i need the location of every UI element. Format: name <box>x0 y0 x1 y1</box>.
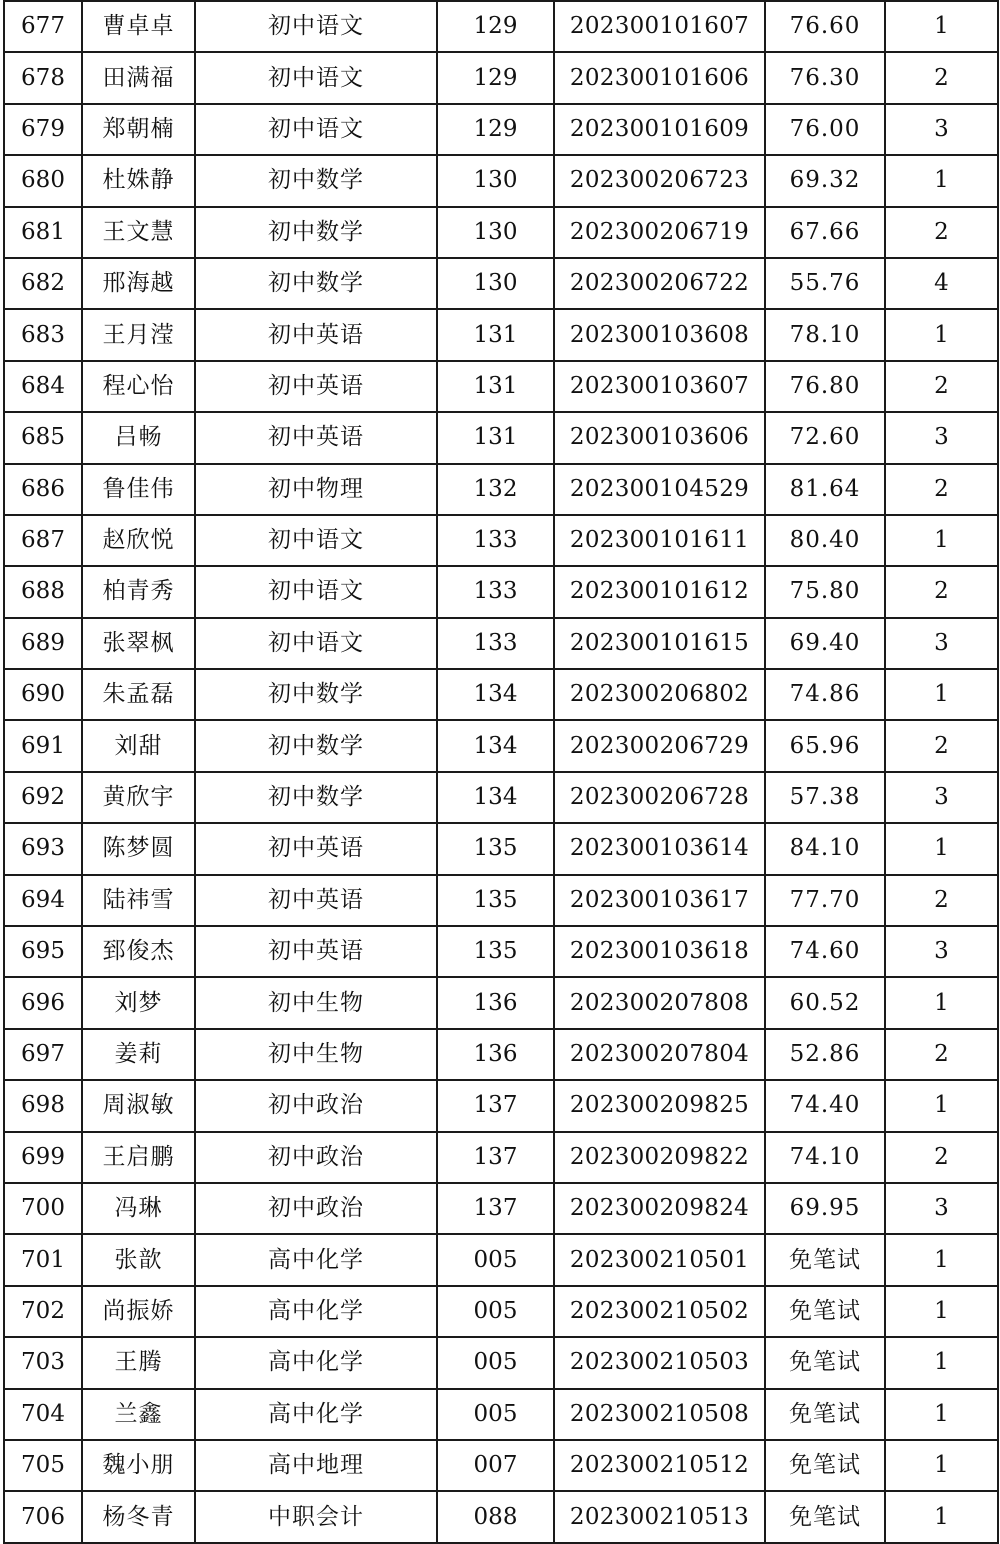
score-cell: 免笔试 <box>765 1337 885 1388</box>
seq-cell: 694 <box>4 875 82 926</box>
score-cell: 69.40 <box>765 618 885 669</box>
table-row <box>4 1080 998 1131</box>
rank-cell: 2 <box>885 875 998 926</box>
rank-cell: 3 <box>885 412 998 463</box>
rank-cell: 2 <box>885 464 998 515</box>
ticket-number-cell: 202300210502 <box>554 1286 765 1337</box>
position-code-cell: 134 <box>437 720 554 771</box>
seq-cell: 697 <box>4 1029 82 1080</box>
seq-cell: 685 <box>4 412 82 463</box>
ticket-number-cell: 202300103617 <box>554 875 765 926</box>
seq-cell: 691 <box>4 720 82 771</box>
subject-cell: 初中数学 <box>195 720 437 771</box>
table-row <box>4 977 998 1028</box>
ticket-number-cell: 202300206723 <box>554 155 765 206</box>
subject-cell: 初中语文 <box>195 52 437 103</box>
position-code-cell: 005 <box>437 1389 554 1440</box>
position-code-cell: 129 <box>437 104 554 155</box>
table-row <box>4 875 998 926</box>
score-cell: 76.00 <box>765 104 885 155</box>
seq-cell: 693 <box>4 823 82 874</box>
name-cell: 朱孟磊 <box>82 669 195 720</box>
subject-cell: 初中数学 <box>195 772 437 823</box>
score-cell: 74.10 <box>765 1132 885 1183</box>
rank-cell: 2 <box>885 566 998 617</box>
table-row <box>4 618 998 669</box>
position-code-cell: 007 <box>437 1440 554 1491</box>
seq-cell: 682 <box>4 258 82 309</box>
table-row <box>4 52 998 103</box>
score-cell: 77.70 <box>765 875 885 926</box>
seq-cell: 692 <box>4 772 82 823</box>
seq-cell: 687 <box>4 515 82 566</box>
seq-cell: 686 <box>4 464 82 515</box>
name-cell: 郑朝楠 <box>82 104 195 155</box>
table-row <box>4 104 998 155</box>
subject-cell: 初中物理 <box>195 464 437 515</box>
position-code-cell: 136 <box>437 1029 554 1080</box>
subject-cell: 初中数学 <box>195 207 437 258</box>
seq-cell: 701 <box>4 1234 82 1285</box>
ticket-number-cell: 202300101609 <box>554 104 765 155</box>
subject-cell: 高中化学 <box>195 1286 437 1337</box>
table-body <box>4 1 998 1543</box>
name-cell: 王启鹏 <box>82 1132 195 1183</box>
table-row <box>4 669 998 720</box>
name-cell: 黄欣宇 <box>82 772 195 823</box>
rank-cell: 2 <box>885 361 998 412</box>
score-cell: 免笔试 <box>765 1491 885 1542</box>
subject-cell: 初中语文 <box>195 104 437 155</box>
seq-cell: 700 <box>4 1183 82 1234</box>
score-cell: 84.10 <box>765 823 885 874</box>
position-code-cell: 129 <box>437 1 554 52</box>
ticket-number-cell: 202300206728 <box>554 772 765 823</box>
ticket-number-cell: 202300206722 <box>554 258 765 309</box>
name-cell: 张歆 <box>82 1234 195 1285</box>
table-row <box>4 464 998 515</box>
subject-cell: 初中政治 <box>195 1132 437 1183</box>
subject-cell: 高中地理 <box>195 1440 437 1491</box>
name-cell: 赵欣悦 <box>82 515 195 566</box>
rank-cell: 1 <box>885 155 998 206</box>
position-code-cell: 005 <box>437 1286 554 1337</box>
ticket-number-cell: 202300101612 <box>554 566 765 617</box>
subject-cell: 初中英语 <box>195 926 437 977</box>
name-cell: 尚振娇 <box>82 1286 195 1337</box>
table-row <box>4 412 998 463</box>
ticket-number-cell: 202300103614 <box>554 823 765 874</box>
subject-cell: 初中数学 <box>195 258 437 309</box>
score-cell: 69.95 <box>765 1183 885 1234</box>
table-row <box>4 1491 998 1542</box>
ticket-number-cell: 202300210503 <box>554 1337 765 1388</box>
table-row <box>4 207 998 258</box>
rank-cell: 1 <box>885 515 998 566</box>
ticket-number-cell: 202300103606 <box>554 412 765 463</box>
name-cell: 郅俊杰 <box>82 926 195 977</box>
seq-cell: 698 <box>4 1080 82 1131</box>
subject-cell: 初中英语 <box>195 361 437 412</box>
position-code-cell: 135 <box>437 823 554 874</box>
name-cell: 王月滢 <box>82 309 195 360</box>
seq-cell: 695 <box>4 926 82 977</box>
rank-cell: 3 <box>885 104 998 155</box>
rank-cell: 1 <box>885 1491 998 1542</box>
ticket-number-cell: 202300207804 <box>554 1029 765 1080</box>
score-cell: 免笔试 <box>765 1440 885 1491</box>
seq-cell: 699 <box>4 1132 82 1183</box>
score-cell: 74.60 <box>765 926 885 977</box>
position-code-cell: 135 <box>437 926 554 977</box>
subject-cell: 初中英语 <box>195 412 437 463</box>
name-cell: 吕畅 <box>82 412 195 463</box>
position-code-cell: 134 <box>437 669 554 720</box>
ticket-number-cell: 202300101615 <box>554 618 765 669</box>
score-cell: 60.52 <box>765 977 885 1028</box>
seq-cell: 684 <box>4 361 82 412</box>
position-code-cell: 131 <box>437 412 554 463</box>
rank-cell: 1 <box>885 669 998 720</box>
name-cell: 陈梦圆 <box>82 823 195 874</box>
ticket-number-cell: 202300103607 <box>554 361 765 412</box>
table-row <box>4 515 998 566</box>
seq-cell: 679 <box>4 104 82 155</box>
seq-cell: 683 <box>4 309 82 360</box>
position-code-cell: 133 <box>437 566 554 617</box>
ticket-number-cell: 202300103608 <box>554 309 765 360</box>
ticket-number-cell: 202300210508 <box>554 1389 765 1440</box>
seq-cell: 703 <box>4 1337 82 1388</box>
name-cell: 鲁佳伟 <box>82 464 195 515</box>
table-row <box>4 361 998 412</box>
ticket-number-cell: 202300209824 <box>554 1183 765 1234</box>
score-cell: 69.32 <box>765 155 885 206</box>
table-row <box>4 1234 998 1285</box>
rank-cell: 1 <box>885 823 998 874</box>
name-cell: 王腾 <box>82 1337 195 1388</box>
rank-cell: 3 <box>885 618 998 669</box>
table-row <box>4 1440 998 1491</box>
table-row <box>4 772 998 823</box>
score-cell: 76.80 <box>765 361 885 412</box>
ticket-number-cell: 202300206802 <box>554 669 765 720</box>
table-row <box>4 823 998 874</box>
ticket-number-cell: 202300207808 <box>554 977 765 1028</box>
subject-cell: 高中化学 <box>195 1337 437 1388</box>
position-code-cell: 133 <box>437 618 554 669</box>
ticket-number-cell: 202300101607 <box>554 1 765 52</box>
score-cell: 55.76 <box>765 258 885 309</box>
seq-cell: 677 <box>4 1 82 52</box>
score-cell: 74.40 <box>765 1080 885 1131</box>
rank-cell: 2 <box>885 1132 998 1183</box>
table-row <box>4 1132 998 1183</box>
subject-cell: 初中数学 <box>195 669 437 720</box>
name-cell: 曹卓卓 <box>82 1 195 52</box>
subject-cell: 初中语文 <box>195 566 437 617</box>
rank-cell: 2 <box>885 720 998 771</box>
table-row <box>4 1337 998 1388</box>
score-table <box>3 0 999 1544</box>
table-row <box>4 1286 998 1337</box>
subject-cell: 初中数学 <box>195 155 437 206</box>
score-cell: 65.96 <box>765 720 885 771</box>
ticket-number-cell: 202300210501 <box>554 1234 765 1285</box>
position-code-cell: 005 <box>437 1337 554 1388</box>
ticket-number-cell: 202300101611 <box>554 515 765 566</box>
position-code-cell: 132 <box>437 464 554 515</box>
score-cell: 76.30 <box>765 52 885 103</box>
table-row <box>4 720 998 771</box>
position-code-cell: 131 <box>437 361 554 412</box>
position-code-cell: 130 <box>437 155 554 206</box>
subject-cell: 初中英语 <box>195 875 437 926</box>
subject-cell: 初中政治 <box>195 1183 437 1234</box>
name-cell: 刘甜 <box>82 720 195 771</box>
score-cell: 免笔试 <box>765 1286 885 1337</box>
position-code-cell: 137 <box>437 1132 554 1183</box>
subject-cell: 高中化学 <box>195 1389 437 1440</box>
score-cell: 67.66 <box>765 207 885 258</box>
ticket-number-cell: 202300210513 <box>554 1491 765 1542</box>
rank-cell: 1 <box>885 1337 998 1388</box>
rank-cell: 1 <box>885 1440 998 1491</box>
ticket-number-cell: 202300206729 <box>554 720 765 771</box>
position-code-cell: 088 <box>437 1491 554 1542</box>
rank-cell: 1 <box>885 977 998 1028</box>
subject-cell: 初中生物 <box>195 977 437 1028</box>
seq-cell: 688 <box>4 566 82 617</box>
position-code-cell: 134 <box>437 772 554 823</box>
seq-cell: 702 <box>4 1286 82 1337</box>
score-cell: 57.38 <box>765 772 885 823</box>
seq-cell: 678 <box>4 52 82 103</box>
seq-cell: 706 <box>4 1491 82 1542</box>
name-cell: 邢海越 <box>82 258 195 309</box>
rank-cell: 3 <box>885 772 998 823</box>
ticket-number-cell: 202300101606 <box>554 52 765 103</box>
seq-cell: 696 <box>4 977 82 1028</box>
position-code-cell: 135 <box>437 875 554 926</box>
rank-cell: 1 <box>885 309 998 360</box>
score-cell: 74.86 <box>765 669 885 720</box>
subject-cell: 初中政治 <box>195 1080 437 1131</box>
rank-cell: 3 <box>885 1183 998 1234</box>
rank-cell: 1 <box>885 1389 998 1440</box>
subject-cell: 初中语文 <box>195 1 437 52</box>
name-cell: 王文慧 <box>82 207 195 258</box>
score-cell: 81.64 <box>765 464 885 515</box>
rank-cell: 3 <box>885 926 998 977</box>
ticket-number-cell: 202300103618 <box>554 926 765 977</box>
score-cell: 78.10 <box>765 309 885 360</box>
rank-cell: 1 <box>885 1234 998 1285</box>
score-cell: 免笔试 <box>765 1234 885 1285</box>
ticket-number-cell: 202300104529 <box>554 464 765 515</box>
name-cell: 程心怡 <box>82 361 195 412</box>
seq-cell: 689 <box>4 618 82 669</box>
table-row <box>4 258 998 309</box>
position-code-cell: 130 <box>437 258 554 309</box>
score-cell: 76.60 <box>765 1 885 52</box>
table-row <box>4 566 998 617</box>
score-cell: 75.80 <box>765 566 885 617</box>
name-cell: 魏小朋 <box>82 1440 195 1491</box>
ticket-number-cell: 202300210512 <box>554 1440 765 1491</box>
rank-cell: 1 <box>885 1 998 52</box>
name-cell: 田满福 <box>82 52 195 103</box>
table-row <box>4 309 998 360</box>
position-code-cell: 129 <box>437 52 554 103</box>
rank-cell: 1 <box>885 1080 998 1131</box>
rank-cell: 2 <box>885 1029 998 1080</box>
seq-cell: 680 <box>4 155 82 206</box>
score-cell: 80.40 <box>765 515 885 566</box>
subject-cell: 中职会计 <box>195 1491 437 1542</box>
name-cell: 姜莉 <box>82 1029 195 1080</box>
position-code-cell: 137 <box>437 1080 554 1131</box>
name-cell: 杨冬青 <box>82 1491 195 1542</box>
ticket-number-cell: 202300209822 <box>554 1132 765 1183</box>
ticket-number-cell: 202300206719 <box>554 207 765 258</box>
position-code-cell: 130 <box>437 207 554 258</box>
rank-cell: 2 <box>885 207 998 258</box>
rank-cell: 1 <box>885 1286 998 1337</box>
position-code-cell: 136 <box>437 977 554 1028</box>
subject-cell: 初中英语 <box>195 309 437 360</box>
table-row <box>4 1 998 52</box>
subject-cell: 初中语文 <box>195 618 437 669</box>
position-code-cell: 137 <box>437 1183 554 1234</box>
table-row <box>4 1389 998 1440</box>
table-row <box>4 1029 998 1080</box>
table-row <box>4 926 998 977</box>
seq-cell: 690 <box>4 669 82 720</box>
rank-cell: 2 <box>885 52 998 103</box>
table-row <box>4 155 998 206</box>
subject-cell: 初中语文 <box>195 515 437 566</box>
score-cell: 72.60 <box>765 412 885 463</box>
ticket-number-cell: 202300209825 <box>554 1080 765 1131</box>
seq-cell: 705 <box>4 1440 82 1491</box>
position-code-cell: 005 <box>437 1234 554 1285</box>
score-cell: 52.86 <box>765 1029 885 1080</box>
name-cell: 刘梦 <box>82 977 195 1028</box>
position-code-cell: 131 <box>437 309 554 360</box>
subject-cell: 高中化学 <box>195 1234 437 1285</box>
name-cell: 兰鑫 <box>82 1389 195 1440</box>
name-cell: 陆祎雪 <box>82 875 195 926</box>
position-code-cell: 133 <box>437 515 554 566</box>
table-row <box>4 1183 998 1234</box>
name-cell: 柏青秀 <box>82 566 195 617</box>
name-cell: 周淑敏 <box>82 1080 195 1131</box>
subject-cell: 初中英语 <box>195 823 437 874</box>
seq-cell: 681 <box>4 207 82 258</box>
name-cell: 冯琳 <box>82 1183 195 1234</box>
subject-cell: 初中生物 <box>195 1029 437 1080</box>
name-cell: 杜姝静 <box>82 155 195 206</box>
name-cell: 张翠枫 <box>82 618 195 669</box>
rank-cell: 4 <box>885 258 998 309</box>
seq-cell: 704 <box>4 1389 82 1440</box>
score-cell: 免笔试 <box>765 1389 885 1440</box>
